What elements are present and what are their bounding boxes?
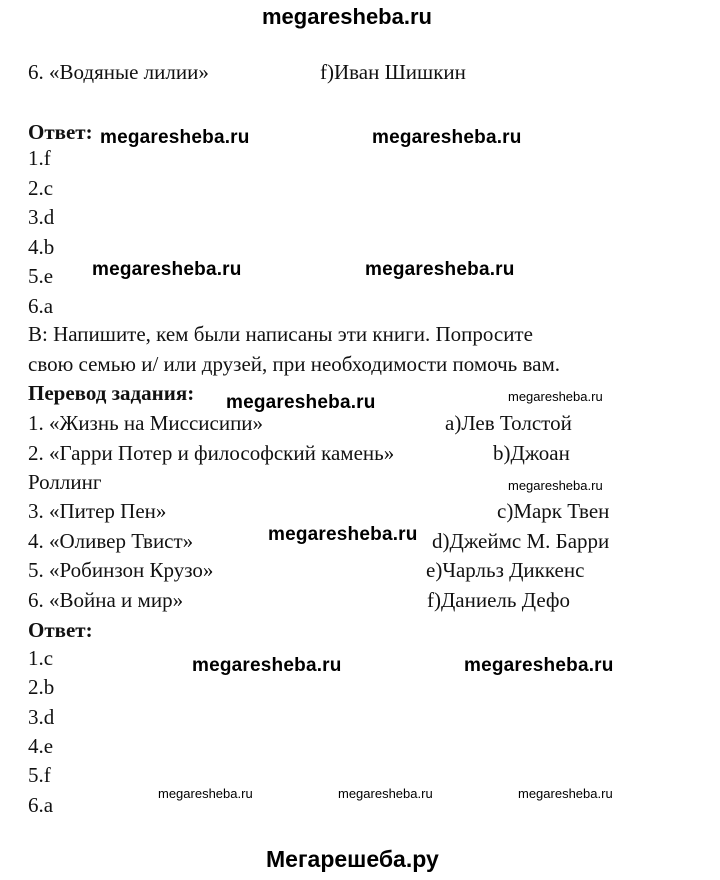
watermark: megaresheba.ru <box>268 524 418 545</box>
translation-author: b)Джоан <box>493 441 570 465</box>
answer1-item: 4.b <box>28 235 55 259</box>
watermark: megaresheba.ru <box>518 786 613 801</box>
top-row-author: f)Иван Шишкин <box>320 60 466 84</box>
answer1-item: 3.d <box>28 205 55 229</box>
translation-book: 1. «Жизнь на Миссисипи» <box>28 411 264 435</box>
watermark: megaresheba.ru <box>92 259 242 280</box>
watermark: megaresheba.ru <box>508 478 603 493</box>
task-b-line2: свою семью и/ или друзей, при необходимости помочь вам. <box>28 352 560 376</box>
answer1-item: 1.f <box>28 146 51 170</box>
translation-book: 2. «Гарри Потер и философский камень» <box>28 441 395 465</box>
translation-book: 6. «Война и мир» <box>28 588 184 612</box>
translation-author: f)Даниель Дефо <box>427 588 571 612</box>
answer2-item: 1.c <box>28 646 54 670</box>
answer2-item: 6.a <box>28 793 54 817</box>
translation-book: 4. «Оливер Твист» <box>28 529 194 553</box>
watermark: megaresheba.ru <box>226 392 376 413</box>
answer1-item: 6.a <box>28 294 54 318</box>
watermark: megaresheba.ru <box>192 655 342 676</box>
translation-author: a)Лев Толстой <box>445 411 572 435</box>
footer-site-title: Мегарешеба.ру <box>266 846 439 872</box>
answer1-item: 2.c <box>28 176 54 200</box>
top-row-book: 6. «Водяные лилии» <box>28 60 209 84</box>
answer1-item: 5.e <box>28 264 54 288</box>
watermark: megaresheba.ru <box>365 259 515 280</box>
translation-book: 3. «Питер Пен» <box>28 499 167 523</box>
watermark: megaresheba.ru <box>100 127 250 148</box>
task-b-line1: B: Напишите, кем были написаны эти книги. Попросите <box>28 322 533 346</box>
header-site-title: megaresheba.ru <box>262 4 432 29</box>
translation-author: d)Джеймс М. Барри <box>432 529 610 553</box>
answer2-heading: Ответ: <box>28 618 93 642</box>
answer2-item: 2.b <box>28 675 55 699</box>
translation-author: e)Чарльз Диккенс <box>426 558 585 582</box>
answer2-item: 5.f <box>28 763 51 787</box>
translation-heading: Перевод задания: <box>28 381 195 405</box>
translation-book-continued: Роллинг <box>28 470 102 494</box>
watermark: megaresheba.ru <box>338 786 433 801</box>
translation-author: c)Марк Твен <box>497 499 610 523</box>
watermark: megaresheba.ru <box>372 127 522 148</box>
answer2-item: 4.e <box>28 734 54 758</box>
watermark: megaresheba.ru <box>158 786 253 801</box>
answer2-item: 3.d <box>28 705 55 729</box>
watermark: megaresheba.ru <box>508 389 603 404</box>
watermark: megaresheba.ru <box>464 655 614 676</box>
answer1-heading: Ответ: <box>28 120 93 144</box>
translation-book: 5. «Робинзон Крузо» <box>28 558 214 582</box>
